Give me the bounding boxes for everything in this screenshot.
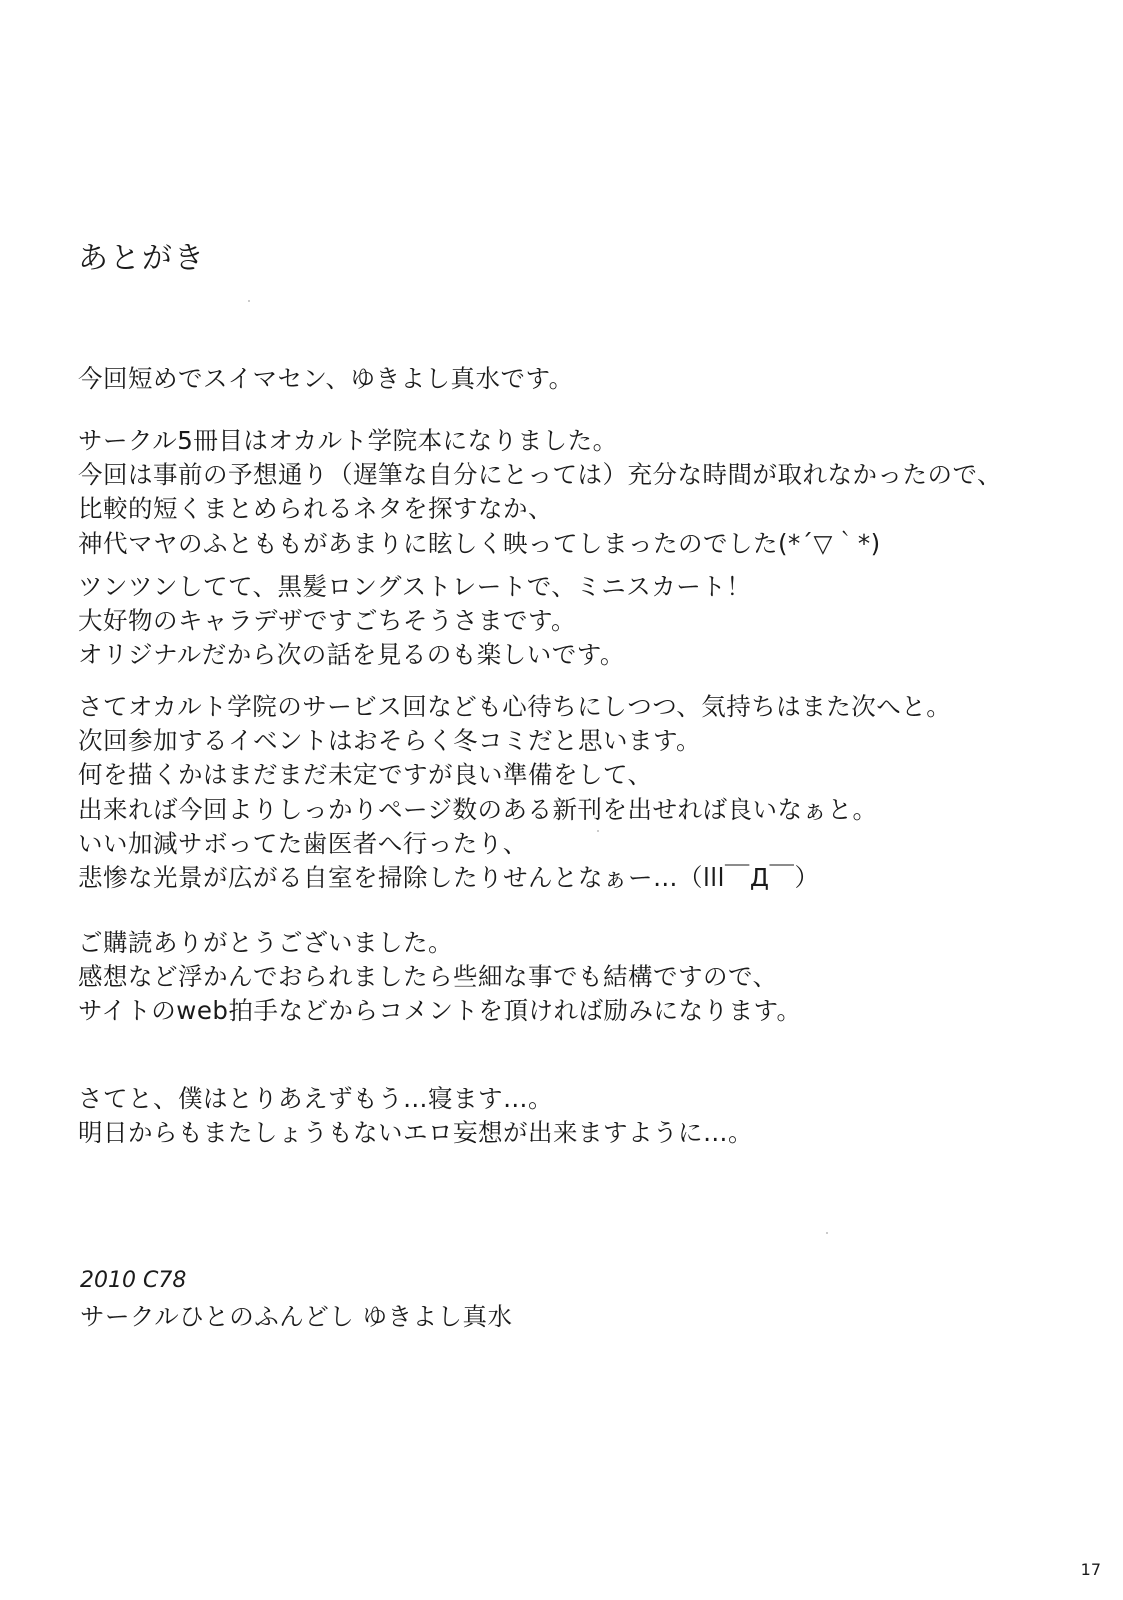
text-line: ご購読ありがとうございました。 — [78, 928, 453, 957]
text-line: サークル5冊目はオカルト学院本になりました。 — [78, 426, 618, 455]
text-line: 出来れば今回よりしっかりページ数のある新刊を出せれば良いなぁと。 — [78, 794, 878, 824]
paragraph-closing — [78, 1082, 1058, 1150]
text-line: さてオカルト学院のサービス回なども心待ちにしつつ、気持ちはまた次へと。 — [78, 692, 952, 721]
text-line: 比較的短くまとめられるネタを探すなか、 — [78, 494, 553, 524]
scan-speck — [826, 1232, 828, 1234]
text-line: いい加減サボってた歯医者へ行ったり、 — [78, 828, 528, 858]
text-line: 悲惨な光景が広がる自室を掃除したりせんとなぁー…（lll￣Д￣） — [78, 862, 820, 892]
paragraph-next-event — [78, 690, 1058, 895]
text-line: 大好物のキャラデザですごちそうさまです。 — [78, 606, 577, 636]
text-line: オリジナルだから次の話を見るのも楽しいです。 — [78, 640, 625, 670]
text-line: 何を描くかはまだまだ未定ですが良い準備をして、 — [78, 760, 653, 790]
text-line: サイトのweb拍手などからコメントを頂ければ励みになります。 — [78, 996, 802, 1026]
text-line: 神代マヤのふとももがあまりに眩しく映ってしまったのでした(*´▽｀*) — [78, 528, 881, 558]
text-line: 感想など浮かんでおられましたら些細な事でも結構ですので、 — [78, 962, 778, 992]
paragraph-thanks — [78, 926, 1058, 1029]
text-line: 明日からもまたしょうもないエロ妄想が出来ますように…。 — [78, 1118, 753, 1148]
text-line: 今回短めでスイマセン、ゆきよし真水です。 — [78, 364, 574, 393]
scan-speck — [248, 300, 250, 302]
page-title: あとがき — [78, 241, 206, 276]
signature-circle: サークルひとのふんどし ゆきよし真水 — [80, 1302, 513, 1331]
text-line: 次回参加するイベントはおそらく冬コミだと思います。 — [78, 726, 702, 756]
text-line: 今回は事前の予想通り（遅筆な自分にとっては）充分な時間が取れなかったので、 — [78, 460, 1003, 490]
paragraph-character — [78, 570, 1058, 673]
signature-date: 2010 C78 — [80, 1268, 187, 1293]
scan-speck — [597, 830, 599, 832]
text-line: さてと、僕はとりあえずもう…寝ます…。 — [78, 1084, 553, 1113]
text-line: ツンツンしてて、黒髪ロングストレートで、ミニスカート！ — [78, 572, 752, 601]
paragraph-greeting — [78, 362, 1058, 396]
paragraph-circle-book — [78, 424, 1058, 561]
page-number: 17 — [1080, 1560, 1101, 1579]
